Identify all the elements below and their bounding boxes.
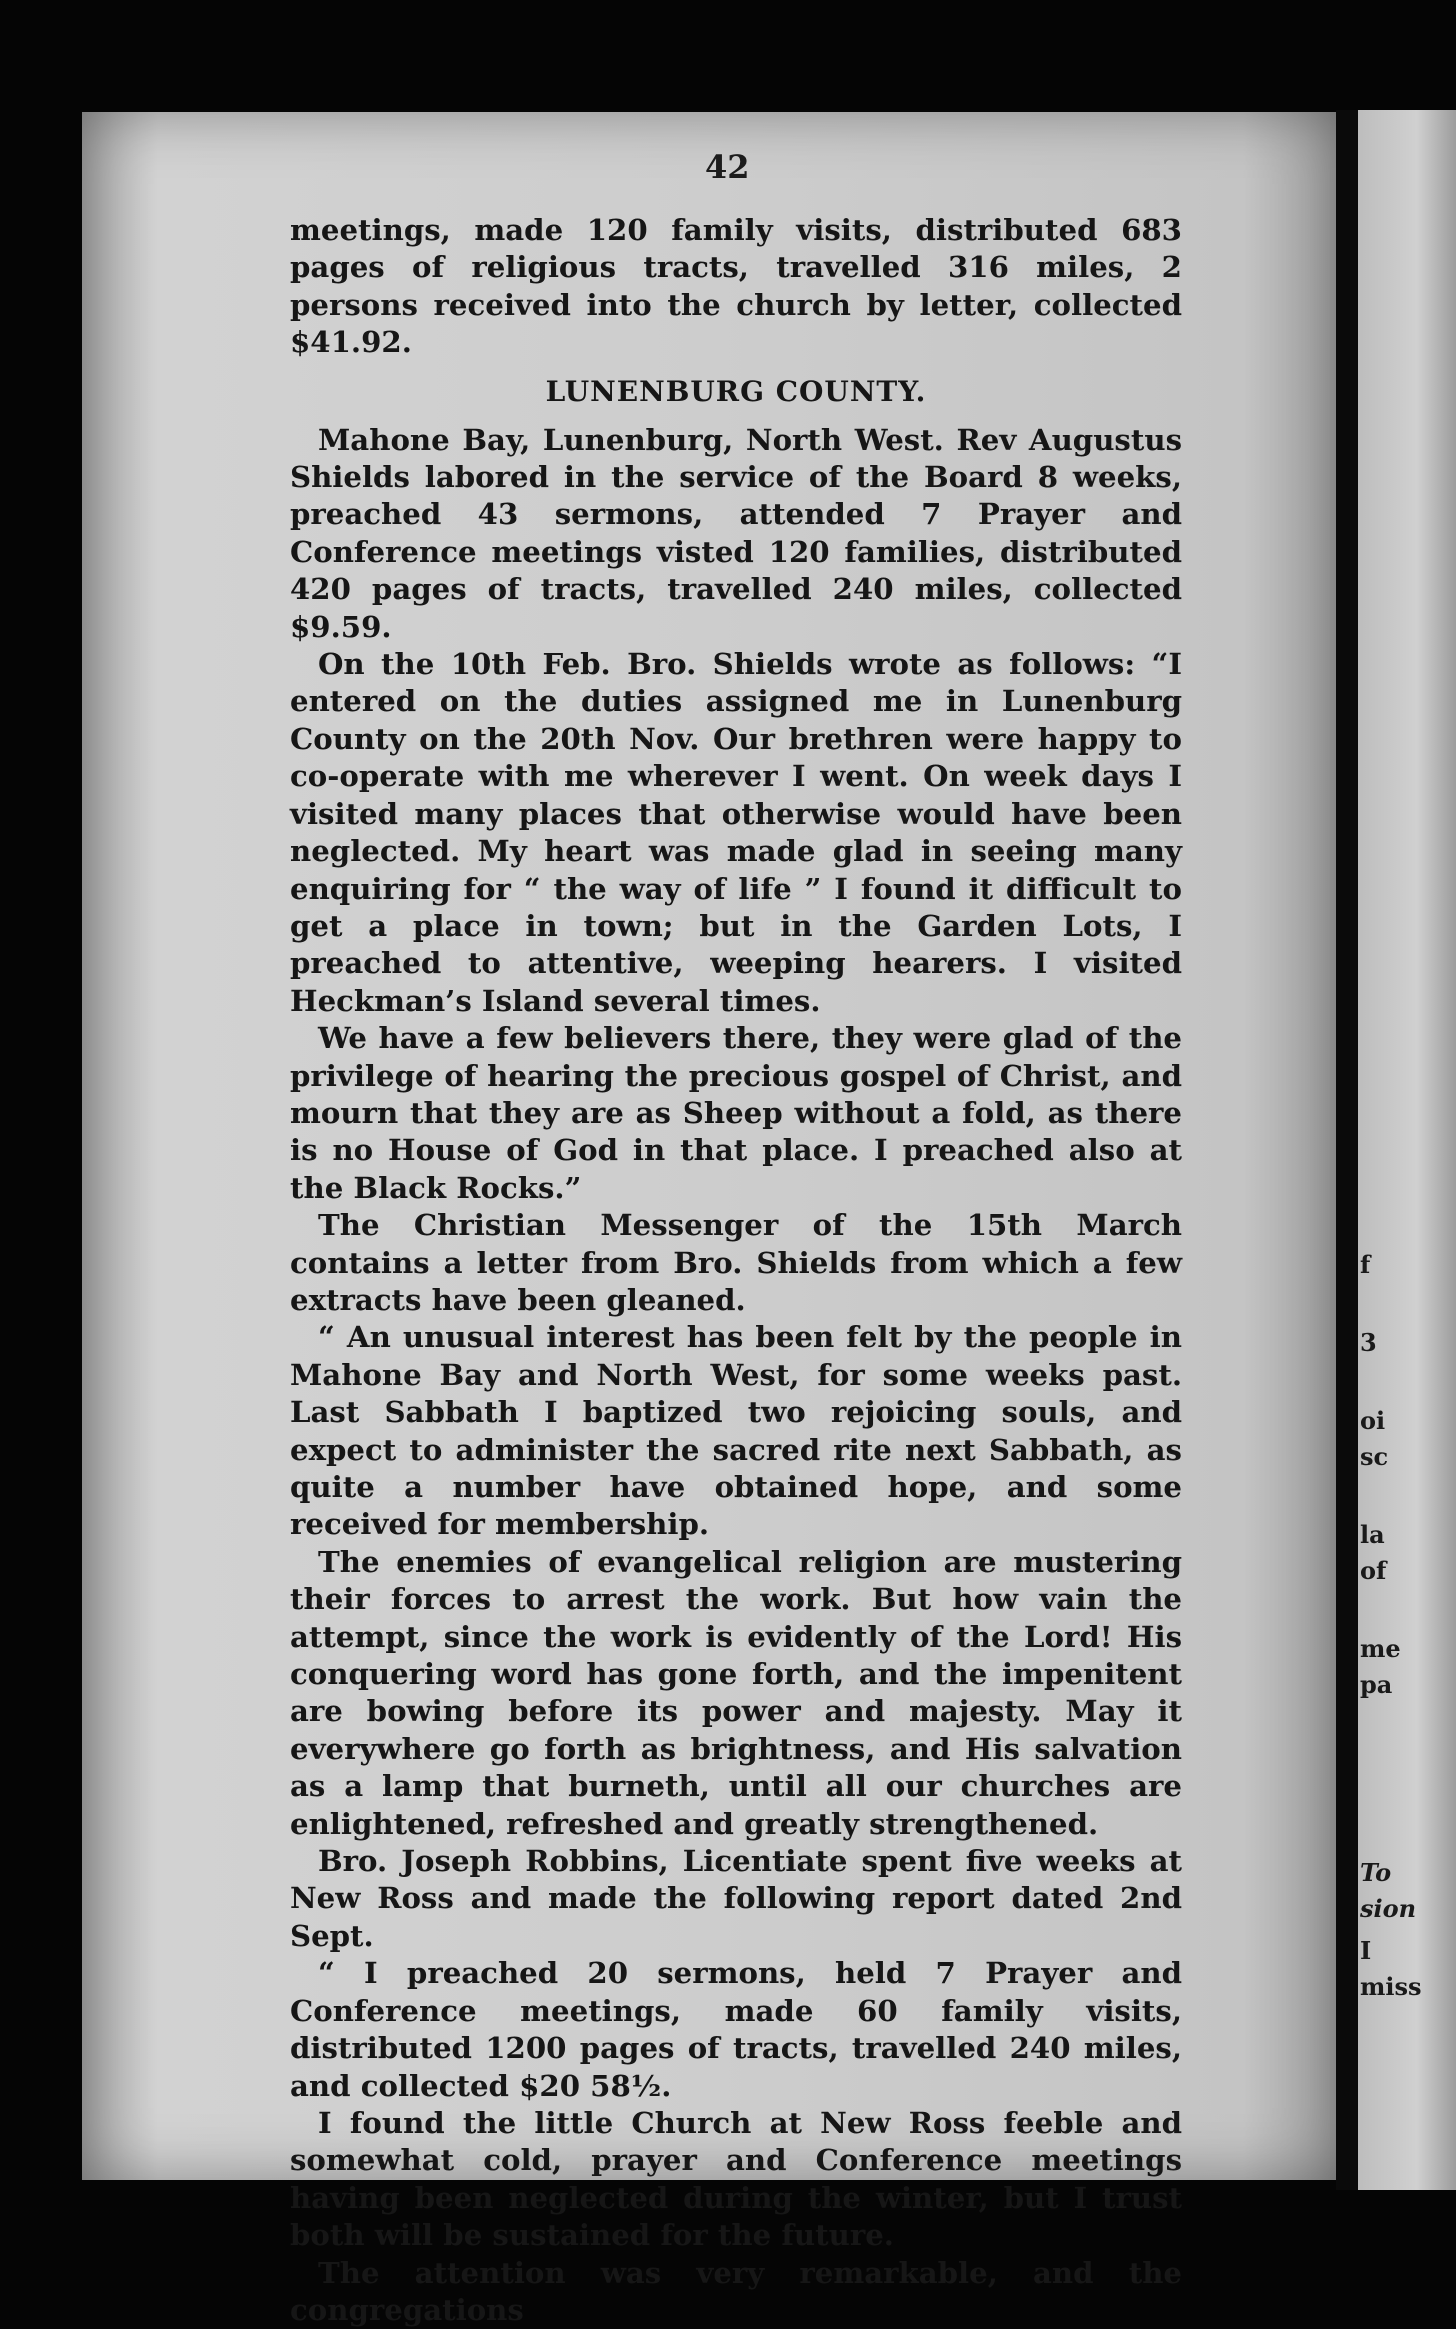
paragraph: “ I preached 20 sermons, held 7 Prayer and Conference meetings, made 60 family visits, distributed 1200 pages of tracts, travelled 240 miles, and collected $20 58½. — [290, 1956, 1182, 2103]
paragraph: The attention was very remarkable, and the congregations — [290, 2255, 1182, 2327]
facing-page-fragment: I — [1360, 1936, 1372, 1965]
facing-page-fragment: miss — [1360, 1972, 1422, 2001]
book-gutter — [1336, 110, 1358, 2190]
paragraph: The Christian Messenger of the 15th March contains a letter from Bro. Shields from which a few extracts have been gleaned. — [290, 1208, 1182, 1317]
facing-page-fragment: sc — [1360, 1442, 1389, 1471]
paragraph: We have a few believers there, they were glad of the privilege of hearing the precious gospel of Christ, and mourn that they are as Sheep without a fold, as there is no House of God in that place. I preached also at the Black Rocks.” — [290, 1021, 1182, 1205]
facing-page-fragment: sion — [1360, 1894, 1417, 1923]
facing-page-fragment: To — [1360, 1858, 1392, 1887]
paragraph: meetings, made 120 family visits, distributed 683 pages of religious tracts, travelled 316 miles, 2 persons received into the church by letter, collected $41.92. — [290, 213, 1182, 360]
paragraph: “ An unusual interest has been felt by the people in Mahone Bay and North West, for some weeks past. Last Sabbath I baptized two rejoicing souls, and expect to administer the sacred rite next Sabbath, as quite a number have obtained hope, and some received for membership. — [290, 1320, 1182, 1542]
facing-page-edge — [1358, 110, 1456, 2190]
paragraph: The enemies of evangelical religion are mustering their forces to arrest the work. But how vain the attempt, since the work is evidently of the Lord! His conquering word has gone forth, and the impenitent are bowing before its power and majesty. May it everywhere go forth as brightness, and His salvation as a lamp that burneth, until all our churches are enlightened, refreshed and greatly strengthened. — [290, 1544, 1182, 1841]
paragraph: Mahone Bay, Lunenburg, North West. Rev Augustus Shields labored in the service of the Board 8 weeks, preached 43 sermons, attended 7 Prayer and Conference meetings visted 120 families, distributed 420 pages of tracts, travelled 240 miles, collected $9.59. — [290, 422, 1182, 644]
page-number: 42 — [705, 148, 750, 186]
facing-page-fragment: of — [1360, 1556, 1387, 1585]
paragraph: On the 10th Feb. Bro. Shields wrote as follows: “I entered on the duties assigned me in Lunenburg County on the 20th Nov. Our brethren were happy to co-operate with me wherever I went. On week days I visited many places that otherwise would have been neglected. My heart was made glad in seeing many enquiring for “ the way of life ” I found it difficult to get a place in town; but in the Garden Lots, I preached to attentive, weeping hearers. I visited Heckman’s Island several times. — [290, 647, 1182, 1018]
paragraph: I found the little Church at New Ross feeble and somewhat cold, prayer and Conference meetings having been neglected during the winter, but I trust both will be sustained for the future. — [290, 2105, 1182, 2253]
facing-page-fragment: pa — [1360, 1670, 1393, 1699]
page-body — [290, 212, 1182, 2329]
facing-page-fragment: 3 — [1360, 1328, 1377, 1357]
facing-page-fragment: f — [1360, 1250, 1371, 1279]
facing-page-fragment: la — [1360, 1520, 1385, 1549]
paragraph: Bro. Joseph Robbins, Licentiate spent five weeks at New Ross and made the following report dated 2nd Sept. — [290, 1844, 1182, 1953]
section-heading: LUNENBURG COUNTY. — [545, 374, 927, 408]
facing-page-fragment: me — [1360, 1634, 1401, 1663]
facing-page-fragment: oi — [1360, 1406, 1386, 1435]
